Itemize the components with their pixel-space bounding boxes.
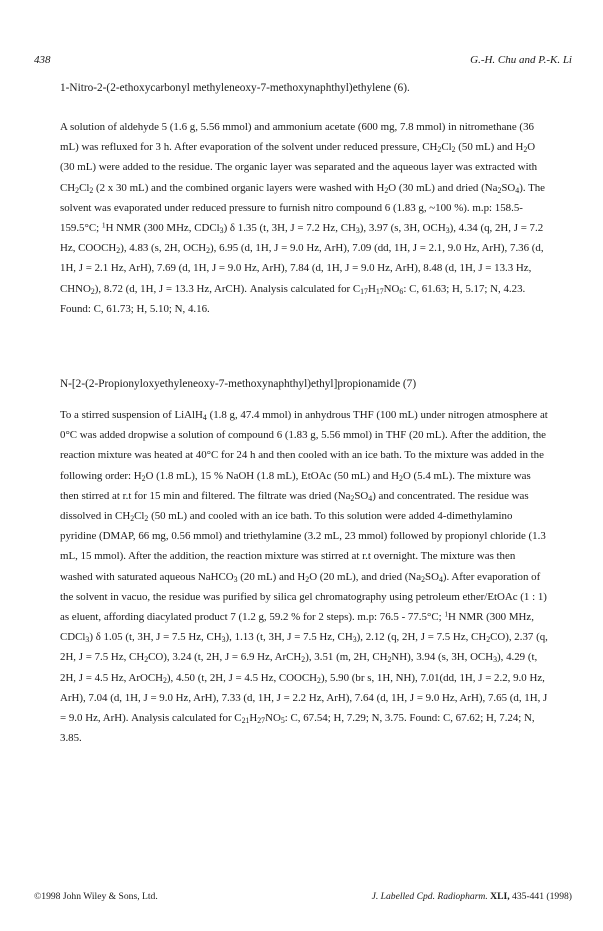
- compound-6-procedure: A solution of aldehyde 5 (1.6 g, 5.56 mmol) and ammonium acetate (600 mg, 7.8 mmol) in nitromethane (36 mL) was refluxed for 3 h. After evaporation of the solvent under reduced pressure, $CH_2Cl_2$ (50 mL) and $H_2O$ (30 mL) were added to the residue. The organic layer was separated and the aqueous layer was extracted with $CH_2Cl_2$ (2 x 30 mL) and the combined organic layers were washed with $H_2O$ (30 mL) and dried $(Na_2SO_4)$. The solvent was evaporated under reduced pressure to furnish nitro compound 6 (1.83 g, ~100 %). m.p: 158.5-159.5°C; $^1$H NMR (300 MHz, CDCl$_3$) δ 1.35 (t, 3H, J = 7.2 Hz, $CH_3$), 3.97 (s, 3H, $OCH_3$), 4.34 (q, 2H, J = 7.2 Hz, $COOCH_2$), 4.83 (s, 2H, $OCH_2$), 6.95 (d, 1H, J = 9.0 Hz, ArH), 7.09 (dd, 1H, J = 2.1, 9.0 Hz, ArH), 7.36 (d, 1H, J = 2.1 Hz, ArH), 7.69 (d, 1H, J = 9.0 Hz, ArH), 7.84 (d, 1H, J = 9.0 Hz, ArH), 8.48 (d, 1H, J = 13.3 Hz, $CHNO_2$), 8.72 (d, 1H, J = 13.3 Hz, ArCH). Analysis calculated for $C_{17}H_{17}NO_6$: C, 61.63; H, 5.17; N, 4.23. Found: C, 61.73; H, 5.10; N, 4.16.: [60, 121, 546, 315]
- running-head-authors: G.-H. Chu and P.-K. Li: [470, 54, 572, 66]
- journal-pages-year: 435-441 (1998): [512, 891, 572, 902]
- compound-7-heading: N-[2-(2-Propionyloxyethyleneoxy-7-methoxynaphthyl)ethyl]propionamide (7): [60, 378, 417, 390]
- compound-6-heading: 1-Nitro-2-(2-ethoxycarbonyl methyleneoxy-7-methoxynaphthyl)ethylene (6).: [60, 82, 410, 94]
- compound-7-procedure: To a stirred suspension of LiAlH$_4$ (1.8 g, 47.4 mmol) in anhydrous THF (100 mL) under nitrogen atmosphere at 0°C was added dropwise a solution of compound 6 (1.83 g, 5.56 mmol) in THF (20 mL). After the addition, the reaction mixture was heated at 40°C for 24 h and then cooled with an ice bath. To the mixture was added in the following order: $H_2O$ (1.8 mL), 15 % NaOH (1.8 mL), EtOAc (50 mL) and $H_2O$ (5.4 mL). The mixture was then stirred at r.t for 15 min and filtered. The filtrate was dried $(Na_2SO_4)$ and concentrated. The residue was dissolved in $CH_2Cl_2$ (50 mL) and cooled with an ice bath. To this solution were added 4-dimethylamino pyridine (DMAP, 66 mg, 0.56 mmol) and triethylamine (3.2 mL, 23 mmol) followed by propionyl chloride (1.3 mL, 15 mmol). After the addition, the reaction mixture was stirred at r.t overnight. The mixture was then washed with saturated aqueous NaHCO$_3$ (20 mL) and $H_2O$ (20 mL), and dried $(Na_2SO_4)$. After evaporation of the solvent in vacuo, the residue was purified by silica gel chromatography using petroleum ether/EtOAc (1 : 1) as eluent, affording diacylated product 7 (1.2 g, 59.2 % for 2 steps). m.p: 76.5 - 77.5°C; $^1$H NMR (300 MHz, CDCl$_3$) δ 1.05 (t, 3H, J = 7.5 Hz, $CH_3$), 1.13 (t, 3H, J = 7.5 Hz, $CH_3$), 2.12 (q, 2H, J = 7.5 Hz, $CH_2CO$), 2.37 (q, 2H, J = 7.5 Hz, $CH_2CO$), 3.24 (t, 2H, J = 6.9 Hz, ArCH$_2$), 3.51 (m, 2H, $CH_2NH$), 3.94 (s, 3H, $OCH_3$), 4.29 (t, 2H, J = 4.5 Hz, ArOCH$_2$), 4.50 (t, 2H, J = 4.5 Hz, $COOCH_2$), 5.90 (br s, 1H, NH), 7.01(dd, 1H, J = 2.2, 9.0 Hz, ArH), 7.04 (d, 1H, J = 9.0 Hz, ArH), 7.33 (d, 1H, J = 2.2 Hz, ArH), 7.64 (d, 1H, J = 9.0 Hz, ArH), 7.65 (d, 1H, J = 9.0 Hz, ArH). Analysis calculated for $C_{21}H_{27}NO_5$: C, 67.54; H, 7.29; N, 3.75. Found: C, 67.62; H, 7.24; N, 3.85.: [60, 409, 548, 745]
- page-number: 438: [34, 54, 51, 66]
- journal-name: J. Labelled Cpd. Radiopharm.: [371, 891, 488, 902]
- journal-volume: XLI,: [490, 891, 510, 902]
- copyright-notice: ©1998 John Wiley & Sons, Ltd.: [34, 891, 158, 902]
- journal-citation: [372, 891, 572, 902]
